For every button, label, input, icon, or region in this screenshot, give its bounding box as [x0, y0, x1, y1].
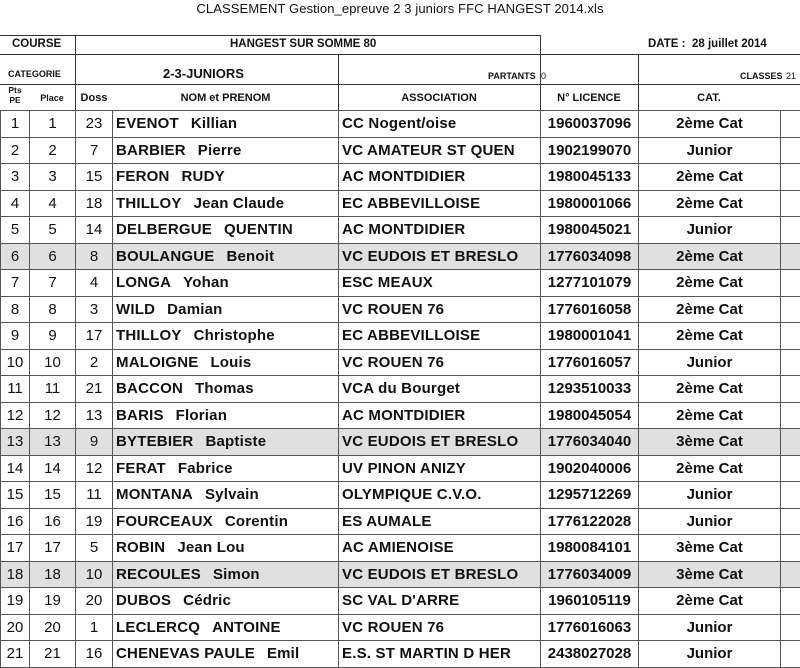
table-row: [1, 243, 800, 270]
place-cell: 14: [30, 455, 76, 482]
category-cell: 2ème Cat: [639, 323, 781, 350]
last-name: BARIS: [116, 407, 164, 424]
doss-cell: 12: [76, 455, 113, 482]
last-name: BYTEBIER: [116, 433, 193, 450]
first-name: Sylvain: [205, 486, 259, 503]
document-title: CLASSEMENT Gestion_epreuve 2 3 juniors FFC HANGEST 2014.xls: [0, 1, 800, 16]
association-cell: CC Nogent/oise: [339, 111, 541, 138]
table-row: [1, 561, 800, 588]
column-header-cat: CAT.: [639, 92, 779, 104]
pts-cell: 15: [1, 482, 30, 509]
table-row: [1, 429, 800, 456]
extra-cell: [781, 349, 800, 376]
extra-cell: [781, 190, 800, 217]
header-line-top: [0, 35, 540, 36]
doss-cell: 8: [76, 243, 113, 270]
pts-cell: 20: [1, 614, 30, 641]
first-name: Cédric: [183, 592, 231, 609]
partants-label: PARTANTS: [488, 71, 536, 81]
association-cell: AC MONTDIDIER: [339, 402, 541, 429]
association-cell: ESC MEAUX: [339, 270, 541, 297]
association-cell: VC ROUEN 76: [339, 296, 541, 323]
last-name: BOULANGUE: [116, 248, 214, 265]
extra-cell: [781, 535, 800, 562]
column-header-licence: N° LICENCE: [541, 92, 637, 104]
association-cell: VC EUDOIS ET BRESLO: [339, 243, 541, 270]
table-row: [1, 508, 800, 535]
place-cell: 17: [30, 535, 76, 562]
first-name: Simon: [213, 566, 260, 583]
place-cell: 13: [30, 429, 76, 456]
category-cell: Junior: [639, 217, 781, 244]
association-cell: AC AMIENOISE: [339, 535, 541, 562]
extra-cell: [781, 641, 800, 668]
last-name: FERON: [116, 168, 170, 185]
association-cell: AC MONTDIDIER: [339, 217, 541, 244]
association-cell: VC ROUEN 76: [339, 614, 541, 641]
name-cell: [113, 588, 339, 615]
doss-cell: 2: [76, 349, 113, 376]
place-cell: 5: [30, 217, 76, 244]
category-cell: 3ème Cat: [639, 561, 781, 588]
doss-cell: 16: [76, 641, 113, 668]
name-cell: [113, 376, 339, 403]
first-name: Killian: [191, 115, 237, 132]
place-cell: 7: [30, 270, 76, 297]
place-cell: 10: [30, 349, 76, 376]
name-cell: [113, 137, 339, 164]
category-cell: 2ème Cat: [639, 164, 781, 191]
licence-cell: 1960105119: [541, 588, 639, 615]
association-cell: EC ABBEVILLOISE: [339, 323, 541, 350]
pts-cell: 14: [1, 455, 30, 482]
licence-cell: 1776016057: [541, 349, 639, 376]
licence-cell: 1776016063: [541, 614, 639, 641]
doss-cell: 9: [76, 429, 113, 456]
licence-cell: 1902040006: [541, 455, 639, 482]
table-row: [1, 270, 800, 297]
place-cell: 12: [30, 402, 76, 429]
last-name: MALOIGNE: [116, 354, 198, 371]
category-cell: 2ème Cat: [639, 270, 781, 297]
category-cell: 3ème Cat: [639, 429, 781, 456]
name-cell: [113, 243, 339, 270]
place-cell: 4: [30, 190, 76, 217]
extra-cell: [781, 561, 800, 588]
pts-cell: 9: [1, 323, 30, 350]
licence-cell: 1277101079: [541, 270, 639, 297]
doss-cell: 3: [76, 296, 113, 323]
place-cell: 9: [30, 323, 76, 350]
course-value: HANGEST SUR SOMME 80: [230, 38, 376, 50]
doss-cell: 4: [76, 270, 113, 297]
extra-cell: [781, 243, 800, 270]
first-name: RUDY: [182, 168, 225, 185]
place-cell: 21: [30, 641, 76, 668]
first-name: Baptiste: [205, 433, 266, 450]
column-header-pts: [2, 85, 28, 105]
classes-value: 21: [786, 71, 796, 81]
pts-cell: 10: [1, 349, 30, 376]
doss-cell: 23: [76, 111, 113, 138]
last-name: BACCON: [116, 380, 183, 397]
first-name: Florian: [176, 407, 227, 424]
association-cell: ES AUMALE: [339, 508, 541, 535]
doss-cell: 11: [76, 482, 113, 509]
pts-cell: 4: [1, 190, 30, 217]
place-cell: 2: [30, 137, 76, 164]
extra-cell: [781, 508, 800, 535]
first-name: QUENTIN: [224, 221, 293, 238]
name-cell: [113, 190, 339, 217]
name-cell: [113, 402, 339, 429]
name-cell: [113, 455, 339, 482]
name-cell: [113, 217, 339, 244]
category-cell: Junior: [639, 641, 781, 668]
doss-cell: 14: [76, 217, 113, 244]
first-name: Christophe: [194, 327, 275, 344]
licence-cell: 1776034009: [541, 561, 639, 588]
doss-cell: 13: [76, 402, 113, 429]
place-cell: 18: [30, 561, 76, 588]
table-row: [1, 217, 800, 244]
last-name: CHENEVAS PAULE: [116, 645, 255, 662]
doss-cell: 7: [76, 137, 113, 164]
extra-cell: [781, 323, 800, 350]
category-cell: 2ème Cat: [639, 455, 781, 482]
licence-cell: 1776034040: [541, 429, 639, 456]
name-cell: [113, 614, 339, 641]
categorie-label: CATEGORIE: [8, 69, 61, 79]
category-cell: Junior: [639, 614, 781, 641]
licence-cell: 1902199070: [541, 137, 639, 164]
category-cell: Junior: [639, 137, 781, 164]
licence-cell: 1960037096: [541, 111, 639, 138]
place-cell: 20: [30, 614, 76, 641]
name-cell: [113, 270, 339, 297]
licence-cell: 1776034098: [541, 243, 639, 270]
first-name: Jean Claude: [194, 195, 285, 212]
category-cell: 2ème Cat: [639, 243, 781, 270]
name-cell: [113, 296, 339, 323]
last-name: DELBERGUE: [116, 221, 212, 238]
column-header-name: NOM et PRENOM: [113, 92, 338, 104]
first-name: Damian: [167, 301, 222, 318]
extra-cell: [781, 376, 800, 403]
last-name: WILD: [116, 301, 155, 318]
table-row: [1, 137, 800, 164]
category-cell: Junior: [639, 349, 781, 376]
pts-cell: 13: [1, 429, 30, 456]
last-name: BARBIER: [116, 142, 186, 159]
place-cell: 1: [30, 111, 76, 138]
table-row: [1, 402, 800, 429]
doss-cell: 15: [76, 164, 113, 191]
association-cell: SC VAL D'ARRE: [339, 588, 541, 615]
place-cell: 15: [30, 482, 76, 509]
pts-cell: 12: [1, 402, 30, 429]
category-cell: 2ème Cat: [639, 190, 781, 217]
column-header-place: Place: [30, 93, 74, 103]
last-name: FOURCEAUX: [116, 513, 213, 530]
category-cell: 2ème Cat: [639, 402, 781, 429]
doss-cell: 5: [76, 535, 113, 562]
place-cell: 3: [30, 164, 76, 191]
column-header-association: ASSOCIATION: [339, 92, 539, 104]
doss-cell: 20: [76, 588, 113, 615]
name-cell: [113, 111, 339, 138]
name-cell: [113, 349, 339, 376]
licence-cell: 1980084101: [541, 535, 639, 562]
name-cell: [113, 508, 339, 535]
table-row: [1, 614, 800, 641]
first-name: Yohan: [183, 274, 229, 291]
extra-cell: [781, 588, 800, 615]
place-cell: 8: [30, 296, 76, 323]
association-cell: VC ROUEN 76: [339, 349, 541, 376]
association-cell: E.S. ST MARTIN D HER: [339, 641, 541, 668]
association-cell: AC MONTDIDIER: [339, 164, 541, 191]
extra-cell: [781, 455, 800, 482]
association-cell: VC AMATEUR ST QUEN: [339, 137, 541, 164]
licence-cell: 1776016058: [541, 296, 639, 323]
place-cell: 6: [30, 243, 76, 270]
first-name: Benoit: [226, 248, 274, 265]
licence-cell: 1980045054: [541, 402, 639, 429]
extra-cell: [781, 217, 800, 244]
licence-cell: 1980045021: [541, 217, 639, 244]
header-line-categorie: [0, 84, 800, 85]
table-row: [1, 349, 800, 376]
association-cell: UV PINON ANIZY: [339, 455, 541, 482]
pts-cell: 11: [1, 376, 30, 403]
licence-cell: 1980045133: [541, 164, 639, 191]
first-name: Corentin: [225, 513, 288, 530]
pts-cell: 7: [1, 270, 30, 297]
pts-cell: 16: [1, 508, 30, 535]
association-cell: OLYMPIQUE C.V.O.: [339, 482, 541, 509]
table-row: [1, 376, 800, 403]
last-name: LECLERCQ: [116, 619, 200, 636]
table-row: [1, 111, 800, 138]
extra-cell: [781, 402, 800, 429]
table-row: [1, 164, 800, 191]
first-name: Fabrice: [178, 460, 233, 477]
association-cell: EC ABBEVILLOISE: [339, 190, 541, 217]
date-label: DATE :: [648, 38, 685, 50]
last-name: DUBOS: [116, 592, 171, 609]
name-cell: [113, 561, 339, 588]
last-name: THILLOY: [116, 195, 182, 212]
column-header-pts-text: Pts PE: [8, 85, 21, 105]
category-cell: Junior: [639, 482, 781, 509]
first-name: Jean Lou: [177, 539, 244, 556]
licence-cell: 1980001066: [541, 190, 639, 217]
name-cell: [113, 164, 339, 191]
extra-cell: [781, 270, 800, 297]
name-cell: [113, 641, 339, 668]
name-cell: [113, 535, 339, 562]
pts-cell: 17: [1, 535, 30, 562]
extra-cell: [781, 296, 800, 323]
first-name: Pierre: [198, 142, 242, 159]
place-cell: 19: [30, 588, 76, 615]
licence-cell: 1776122028: [541, 508, 639, 535]
association-cell: VC EUDOIS ET BRESLO: [339, 561, 541, 588]
table-row: [1, 535, 800, 562]
doss-cell: 1: [76, 614, 113, 641]
partants-value: 0: [541, 71, 546, 81]
name-cell: [113, 429, 339, 456]
pts-cell: 3: [1, 164, 30, 191]
doss-cell: 18: [76, 190, 113, 217]
pts-cell: 21: [1, 641, 30, 668]
pts-cell: 2: [1, 137, 30, 164]
association-cell: VC EUDOIS ET BRESLO: [339, 429, 541, 456]
first-name: ANTOINE: [212, 619, 281, 636]
table-row: [1, 482, 800, 509]
pts-cell: 19: [1, 588, 30, 615]
pts-cell: 18: [1, 561, 30, 588]
last-name: THILLOY: [116, 327, 182, 344]
licence-cell: 1980001041: [541, 323, 639, 350]
category-cell: 2ème Cat: [639, 376, 781, 403]
results-table: [0, 110, 800, 668]
licence-cell: 2438027028: [541, 641, 639, 668]
course-label: COURSE: [12, 38, 61, 50]
categorie-value: 2-3-JUNIORS: [163, 66, 244, 81]
category-cell: 2ème Cat: [639, 296, 781, 323]
pts-cell: 5: [1, 217, 30, 244]
licence-cell: 1293510033: [541, 376, 639, 403]
first-name: Emil: [267, 645, 299, 662]
place-cell: 11: [30, 376, 76, 403]
association-cell: VCA du Bourget: [339, 376, 541, 403]
table-row: [1, 296, 800, 323]
extra-cell: [781, 111, 800, 138]
last-name: MONTANA: [116, 486, 193, 503]
doss-cell: 19: [76, 508, 113, 535]
name-cell: [113, 482, 339, 509]
last-name: RECOULES: [116, 566, 201, 583]
extra-cell: [781, 137, 800, 164]
last-name: ROBIN: [116, 539, 165, 556]
column-header-doss: Doss: [76, 92, 112, 104]
extra-cell: [781, 164, 800, 191]
licence-cell: 1295712269: [541, 482, 639, 509]
extra-cell: [781, 482, 800, 509]
extra-cell: [781, 429, 800, 456]
date-value: 28 juillet 2014: [692, 38, 767, 50]
last-name: LONGA: [116, 274, 171, 291]
classes-label: CLASSES: [740, 71, 783, 81]
first-name: Louis: [210, 354, 251, 371]
last-name: EVENOT: [116, 115, 179, 132]
pts-cell: 6: [1, 243, 30, 270]
category-cell: 2ème Cat: [639, 588, 781, 615]
table-row: [1, 323, 800, 350]
name-cell: [113, 323, 339, 350]
doss-cell: 17: [76, 323, 113, 350]
header-line-course: [0, 54, 800, 55]
category-cell: 3ème Cat: [639, 535, 781, 562]
table-row: [1, 190, 800, 217]
category-cell: Junior: [639, 508, 781, 535]
last-name: FERAT: [116, 460, 166, 477]
first-name: Thomas: [195, 380, 254, 397]
extra-cell: [781, 614, 800, 641]
category-cell: 2ème Cat: [639, 111, 781, 138]
doss-cell: 21: [76, 376, 113, 403]
table-row: [1, 588, 800, 615]
pts-cell: 1: [1, 111, 30, 138]
table-row: [1, 455, 800, 482]
place-cell: 16: [30, 508, 76, 535]
doss-cell: 10: [76, 561, 113, 588]
table-row: [1, 641, 800, 668]
pts-cell: 8: [1, 296, 30, 323]
